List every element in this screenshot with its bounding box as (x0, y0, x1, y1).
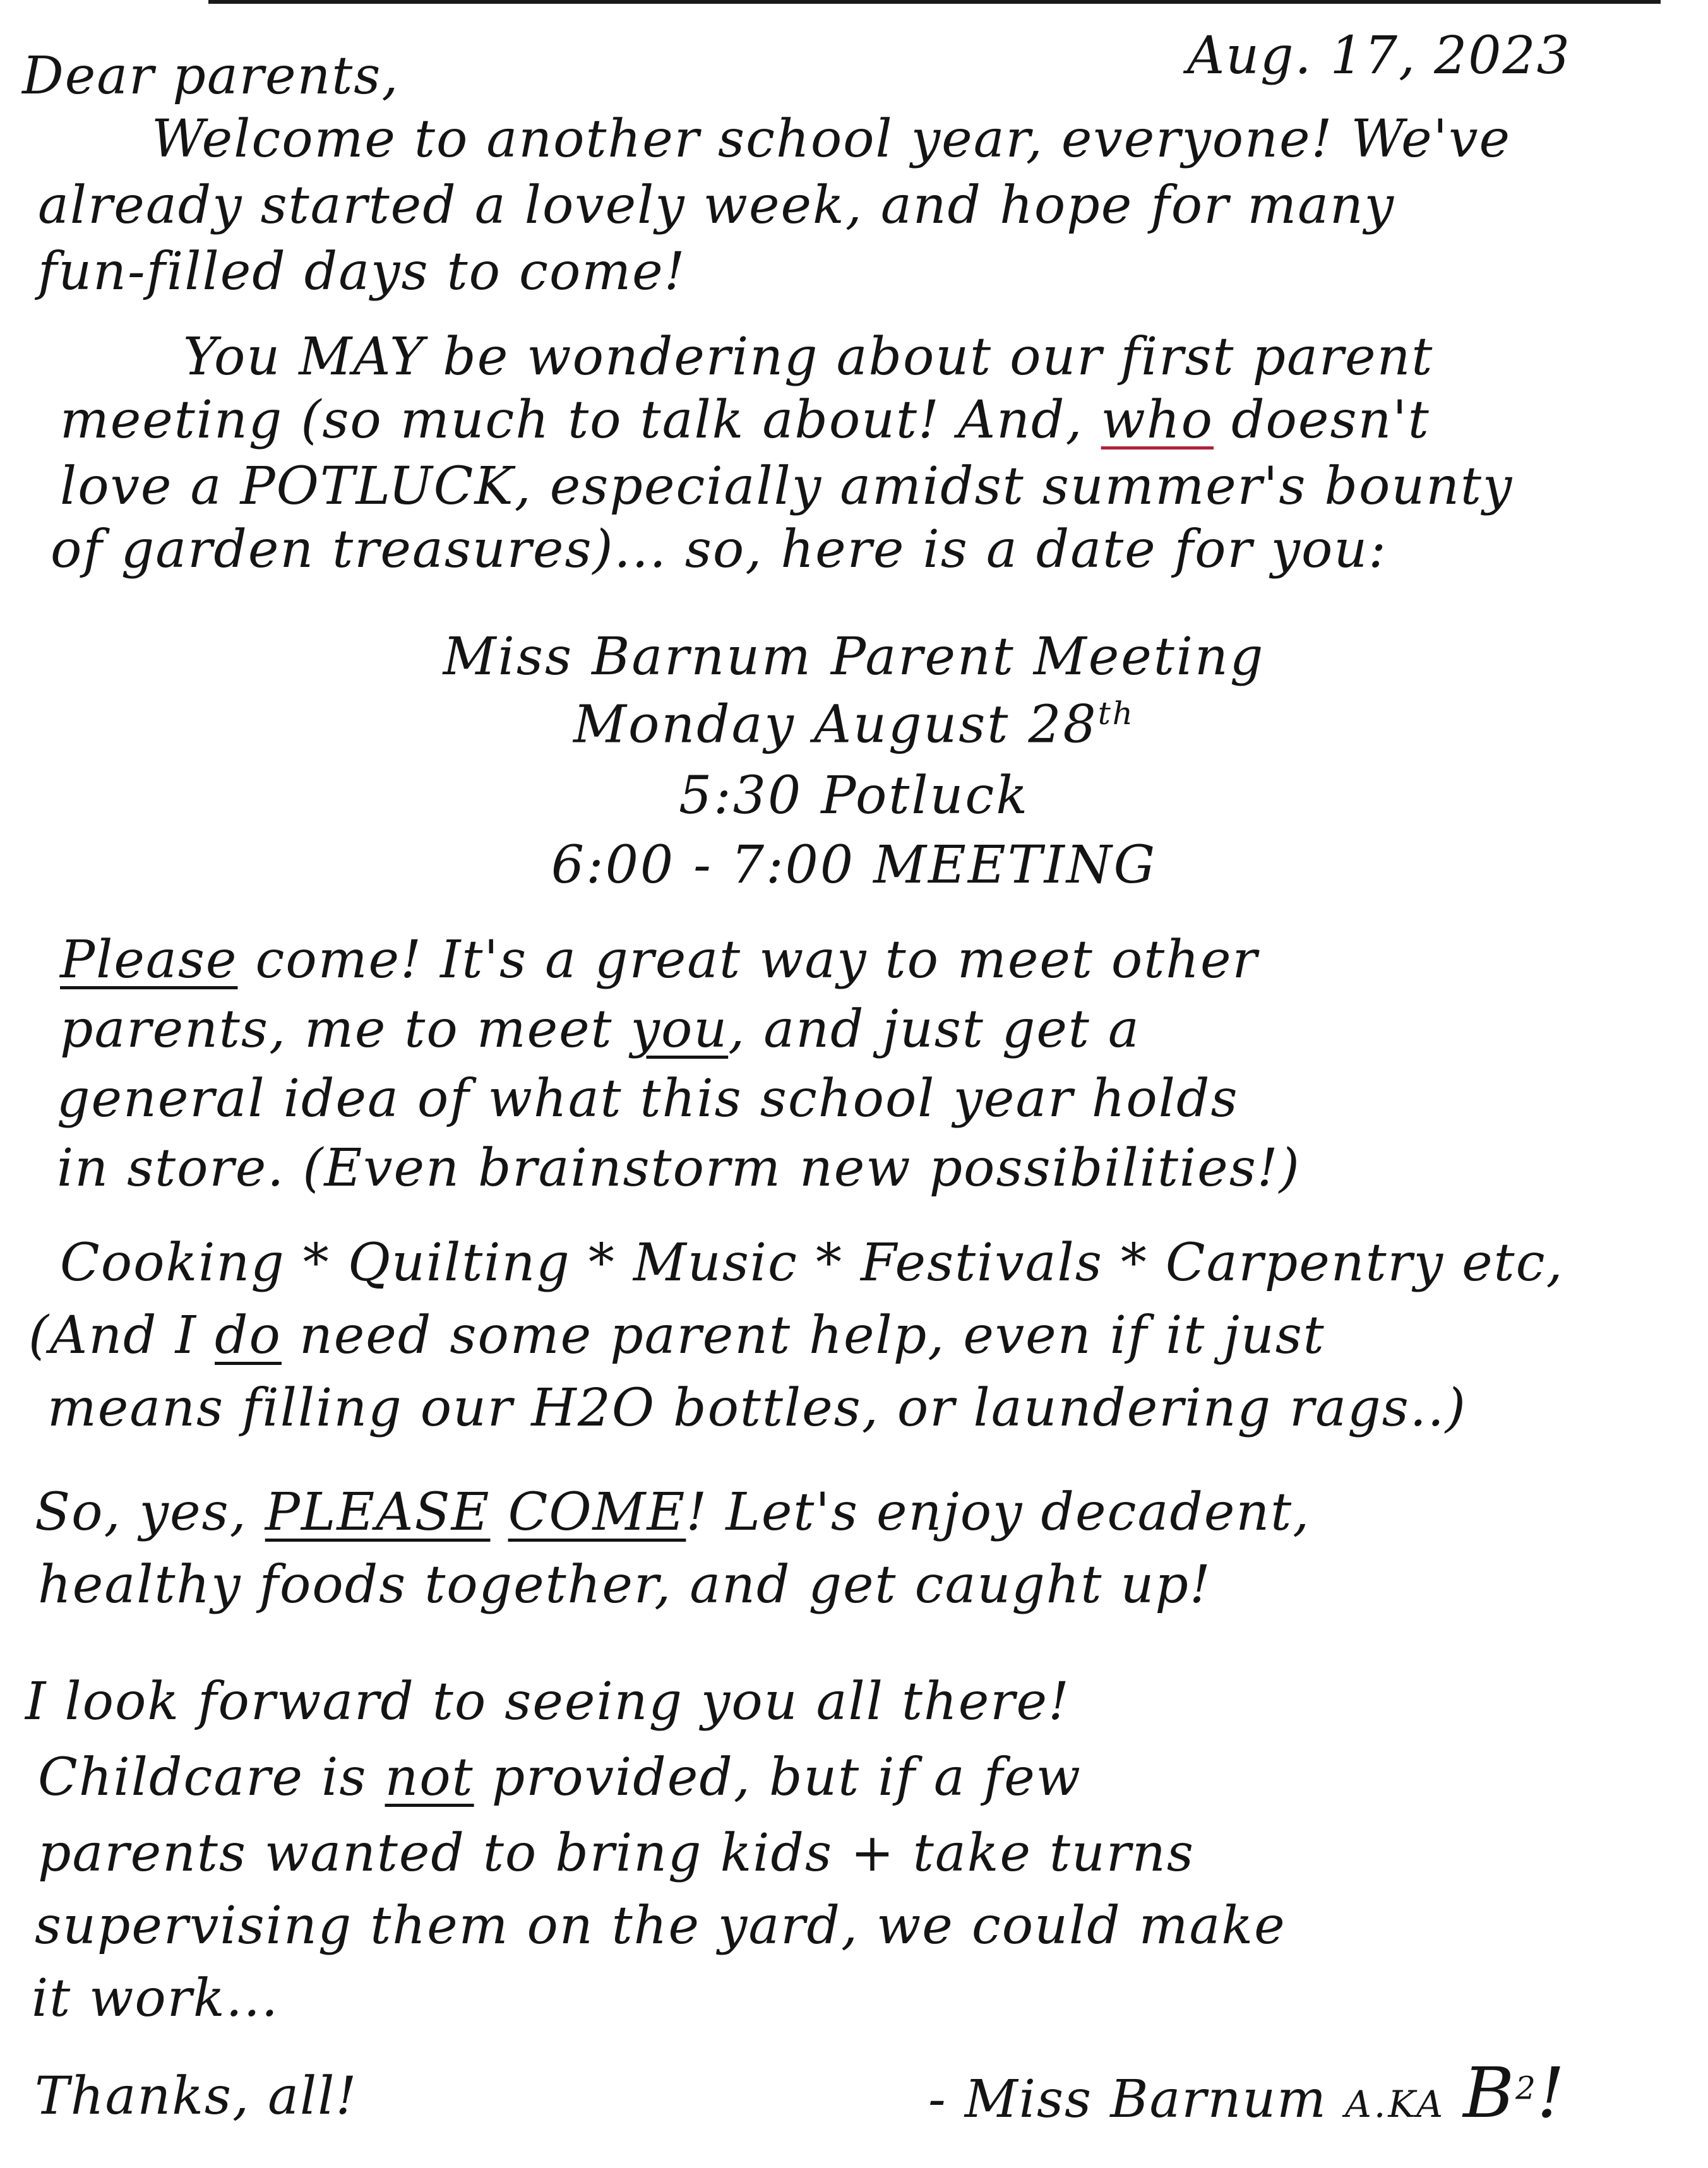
signature: - Miss Barnum A.KA $B^2$! (928, 2052, 1567, 2133)
event-meeting-time: 6:00 - 7:00 MEETING (551, 835, 1157, 895)
paragraph-6-line-4: supervising them on the yard, we could make (35, 1896, 1286, 1956)
paragraph-2-line-4: of garden treasures)... so, here is a date for you: (51, 520, 1387, 580)
paper-top-edge (208, 0, 1661, 4)
paragraph-4-line-2: (And I do need some parent help, even if it just (28, 1306, 1325, 1366)
paragraph-1-line-2: already started a lovely week, and hope for many (38, 176, 1395, 235)
paragraph-3-line-2: parents, me to meet you, and just get a (60, 999, 1140, 1059)
paragraph-4-line-1: Cooking * Quilting * Music * Festivals * Carpentry etc, (60, 1233, 1564, 1293)
event-date: Monday August 28th (573, 694, 1135, 755)
paragraph-2-line-1: You MAY be wondering about our first parent (183, 327, 1434, 387)
letter-date: Aug. 17, 2023 (1187, 26, 1571, 86)
event-title: Miss Barnum Parent Meeting (443, 627, 1265, 687)
paragraph-5-line-2: healthy foods together, and get caught up! (38, 1555, 1212, 1615)
signature-name: - Miss Barnum (928, 2070, 1327, 2129)
underlined-come: COME (508, 1482, 686, 1542)
paragraph-6-line-5: it work... (32, 1968, 279, 2028)
signature-aka: A.KA (1345, 2083, 1446, 2126)
paragraph-3-line-1: Please come! It's a great way to meet other (60, 930, 1258, 990)
event-potluck-time: 5:30 Potluck (678, 766, 1030, 826)
underlined-who: who (1101, 390, 1214, 450)
paragraph-6-line-1: I look forward to seeing you all there! (25, 1672, 1070, 1732)
paragraph-2-line-2: meeting (so much to talk about! And, who doesn't (60, 390, 1430, 450)
paragraph-5-line-1: So, yes, PLEASE COME! Let's enjoy decadent, (35, 1482, 1311, 1542)
closing: Thanks, all! (35, 2066, 358, 2126)
signature-mark: B (1463, 2052, 1516, 2133)
underlined-please-caps: PLEASE (265, 1482, 491, 1542)
paragraph-6-line-3: parents wanted to bring kids + take turns (38, 1823, 1195, 1883)
paragraph-3-line-4: in store. (Even brainstorm new possibilities!) (57, 1138, 1301, 1198)
underlined-not: not (385, 1748, 474, 1808)
underlined-do: do (215, 1306, 282, 1366)
paragraph-1-line-1: Welcome to another school year, everyone! We've (152, 109, 1512, 169)
greeting: Dear parents, (22, 46, 400, 106)
underlined-you: you (630, 999, 729, 1059)
underlined-please: Please (60, 930, 238, 990)
paragraph-1-line-3: fun-filled days to come! (38, 242, 686, 302)
paragraph-4-line-3: means filling our H2O bottles, or laundering rags..) (47, 1378, 1467, 1438)
paragraph-6-line-2: Childcare is not provided, but if a few (38, 1748, 1082, 1808)
paragraph-3-line-3: general idea of what this school year holds (57, 1069, 1239, 1129)
paragraph-2-line-3: love a POTLUCK, especially amidst summer's bounty (60, 456, 1514, 516)
